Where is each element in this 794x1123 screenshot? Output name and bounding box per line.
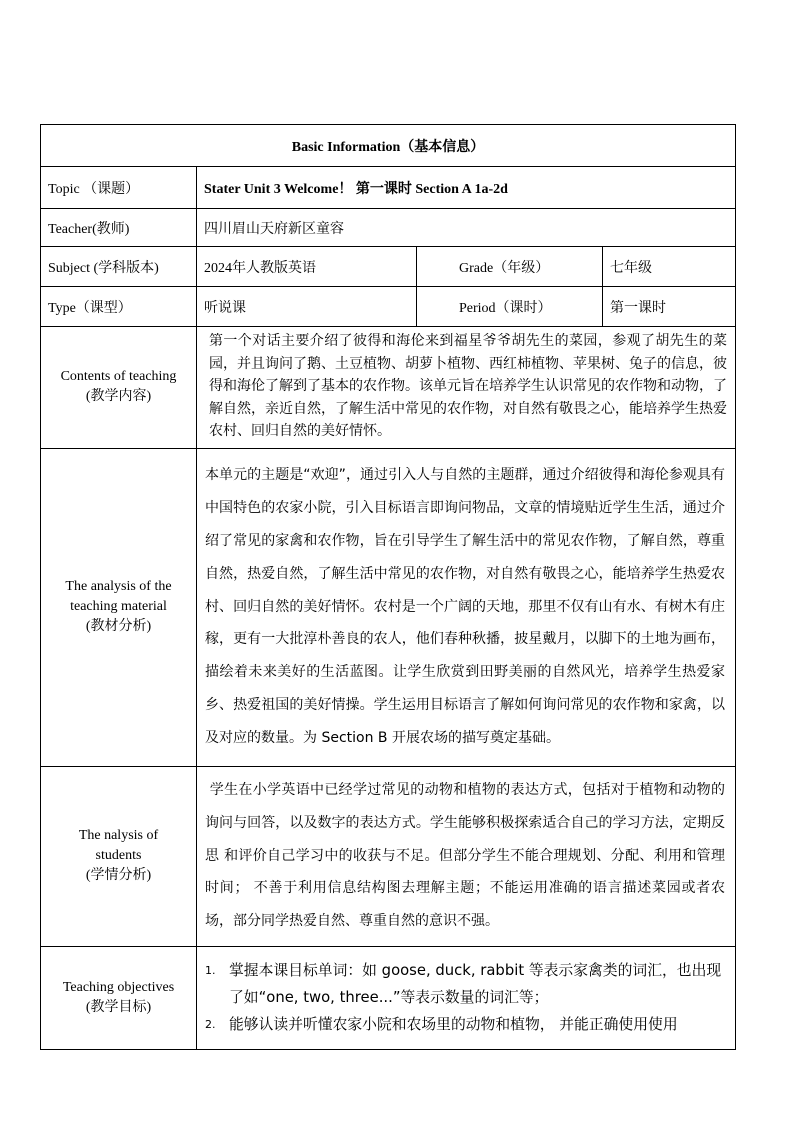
objectives-label-en: Teaching objectives (62, 979, 175, 995)
subject-row (41, 247, 736, 287)
topic-label: Topic （课题） (41, 167, 197, 209)
type-label: Type（课型） (41, 287, 197, 327)
type-row (41, 287, 736, 327)
teacher-row (41, 209, 736, 247)
period-label: Period（课时） (417, 287, 603, 327)
analysis-material-label-cn: (教材分析) (85, 619, 152, 634)
objective-text: 掌握本课目标单词：如 goose, duck, rabbit 等表示家禽类的词汇，也出现了如“one, two, three...”等表示数量的词汇等； (229, 961, 722, 1006)
contents-label (41, 327, 197, 449)
objective-text: 能够认读并听懂农家小院和农场里的动物和植物， 并能正确使用使用 (229, 1015, 678, 1033)
analysis-students-label-en-2: students (95, 848, 142, 863)
objectives-row (41, 946, 736, 1049)
teacher-label: Teacher(教师) (41, 209, 197, 247)
title-row (41, 125, 736, 167)
contents-label-en: Contents of teaching (60, 369, 177, 385)
objectives-content (197, 946, 736, 1049)
basic-info-table (40, 124, 736, 1050)
analysis-material-row (41, 448, 736, 766)
analysis-material-label-en-2: teaching material (70, 599, 167, 614)
analysis-students-text: 学生在小学英语中已经学过常见的动物和植物的表达方式，包括对于植物和动物的询问与回答，以及数字的表达方式。学生能够积极探索适合自己的学习方法，定期反思 和评价自己学习中的收获与不足。但部分学生不能合理规划、分配、利用和管理时间； 不善于利用信息结构图去理解主题；不能运用准确的语言描述菜园或者农场，部分同学热爱自然、尊重自然的意识不强。 (197, 766, 736, 946)
grade-label: Grade（年级） (417, 247, 603, 287)
analysis-students-label-en-1: The nalysis of (78, 828, 159, 843)
objectives-label-cn: (教学目标) (85, 999, 152, 1015)
analysis-material-text: 本单元的主题是“欢迎”，通过引入人与自然的主题群，通过介绍彼得和海伦参观具有中国特色的农家小院，引入目标语言即询问物品，文章的情境贴近学生生活，通过介绍了常见的家禽和农作物，旨在引导学生了解生活中的常见农作物，了解自然，尊重自然，热爱自然，了解生活中常见的农作物，对自然有敬畏之心，能培养学生热爱农村、回归自然的美好情怀。农村是一个广阔的天地，那里不仅有山有水、有树木有庄稼，更有一大批淳朴善良的农人，他们春种秋播，披星戴月，以脚下的土地为画布，描绘着未来美好的生活蓝图。让学生欣赏到田野美丽的自然风光，培养学生热爱家乡、热爱祖国的美好情操。学生运用目标语言了解如何询问常见的农作物和家禽，以及对应的数量。为 Section B 开展农场的描写奠定基础。 (197, 448, 736, 766)
contents-row (41, 327, 736, 449)
subject-value: 2024年人教版英语 (197, 247, 417, 287)
grade-value: 七年级 (603, 247, 736, 287)
list-item (205, 1011, 725, 1038)
analysis-students-row (41, 766, 736, 946)
topic-value: Stater Unit 3 Welcome！ 第一课时 Section A 1a-2d (197, 167, 736, 209)
objectives-label (41, 946, 197, 1049)
list-item (205, 957, 725, 1011)
analysis-students-label (41, 766, 197, 946)
objective-number: 1. (205, 963, 216, 977)
contents-label-cn: (教学内容) (85, 389, 152, 405)
teacher-value: 四川眉山天府新区童容 (197, 209, 736, 247)
analysis-material-label (41, 448, 197, 766)
period-value: 第一课时 (603, 287, 736, 327)
analysis-students-label-cn: (学情分析) (85, 868, 152, 883)
topic-row (41, 167, 736, 209)
subject-label: Subject (学科版本) (41, 247, 197, 287)
analysis-material-label-en-1: The analysis of the (65, 579, 172, 594)
objectives-clip (205, 957, 725, 1049)
table-title: Basic Information（基本信息） (41, 125, 736, 167)
objective-number: 2. (205, 1017, 216, 1031)
contents-text: 第一个对话主要介绍了彼得和海伦来到福星爷爷胡先生的菜园，参观了胡先生的菜园，并且询问了鹅、土豆植物、胡萝卜植物、西红柿植物、苹果树、兔子的信息，彼得和海伦了解到了基本的农作物。该单元旨在培养学生认识常见的农作物和动物，了解自然，亲近自然，了解生活中常见的农作物，对自然有敬畏之心，能培养学生热爱农村、回归自然的美好情怀。 (197, 327, 736, 449)
objectives-list (205, 957, 725, 1038)
type-value: 听说课 (197, 287, 417, 327)
